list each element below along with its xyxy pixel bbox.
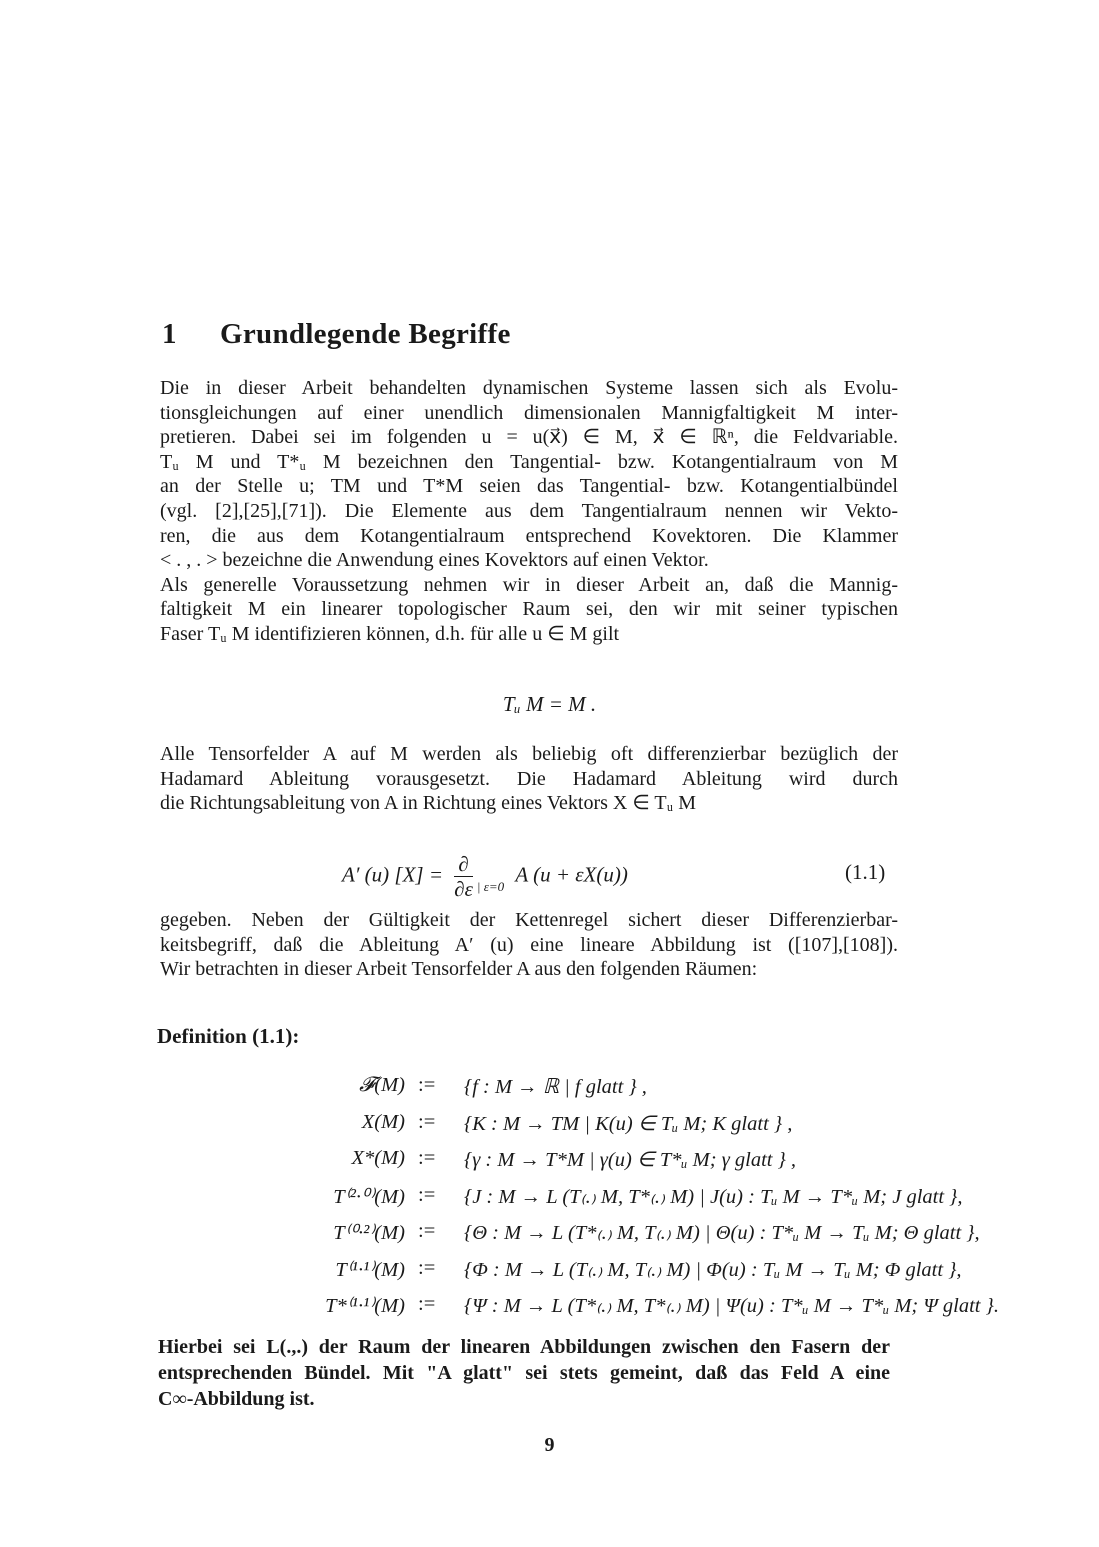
page-number: 9: [544, 1434, 555, 1456]
text-line: tionsgleichungen auf einer unendlich dimensionalen Mannigfaltigkeit M inter-: [160, 401, 898, 424]
closing-paragraph: [158, 1334, 890, 1412]
assign-symbol: :=: [418, 1110, 436, 1133]
definition-row: [150, 1147, 910, 1184]
definition-lhs: T*⁽¹·¹⁾(M): [325, 1295, 405, 1317]
equation-rhs: A (u + εX(u)): [515, 862, 628, 887]
equation-tangent-space: Tᵤ M = M .: [502, 692, 597, 716]
fraction-denominator: ∂ε: [454, 877, 473, 901]
text-line: < . , . > bezeichne die Anwendung eines Kovektors auf einen Vektor.: [160, 549, 709, 572]
text-line: entsprechenden Bündel. Mit "A glatt" sei stets gemeint, daß das Feld A eine: [158, 1362, 890, 1384]
equation-tag: (1.1): [845, 860, 886, 884]
text-line: C∞-Abbildung ist.: [158, 1388, 315, 1410]
text-line: faltigkeit M ein linearer topologischer Raum sei, den wir mit seiner typischen: [160, 598, 898, 621]
assign-symbol: :=: [418, 1293, 436, 1315]
text-line: keitsbegriff, daß die Ableitung A′ (u) eine lineare Abbildung ist ([107],[108]).: [160, 933, 898, 956]
definition-row: [150, 1111, 910, 1148]
definition-rhs: {γ : M → T*M | γ(u) ∈ T*ᵤ M; γ glatt } ,: [464, 1149, 797, 1171]
equation-lhs: A′ (u) [X] =: [342, 862, 444, 887]
section-title: Grundlegende Begriffe: [220, 318, 511, 350]
partial-fraction: [454, 852, 473, 901]
text-line: Hadamard Ableitung vorausgesetzt. Die Hadamard Ableitung wird durch: [160, 767, 898, 790]
definition-lhs: X(M): [361, 1110, 405, 1133]
definition-row: [150, 1074, 910, 1111]
after-equation-paragraph: [160, 908, 898, 982]
definition-lhs: T⁽²·⁰⁾(M): [333, 1185, 405, 1208]
definition-row: [150, 1183, 963, 1221]
definition-lhs: T⁽¹·¹⁾(M): [335, 1258, 405, 1281]
text-line: Wir betrachten in dieser Arbeit Tensorfelder A aus den folgenden Räumen:: [160, 958, 758, 981]
text-line: Alle Tensorfelder A auf M werden als beliebig oft differenzierbar bezüglich der: [160, 743, 898, 765]
text-line: Faser Tᵤ M identifizieren können, d.h. für alle u ∈ M gilt: [160, 622, 620, 645]
equation-1-1: [0, 838, 1099, 901]
definition-list: [150, 1074, 999, 1330]
assign-symbol: :=: [418, 1147, 436, 1169]
definition-rhs: {K : M → TM | K(u) ∈ Tᵤ M; K glatt } ,: [464, 1112, 793, 1135]
text-line: ren, die aus dem Kotangentialraum entsprechend Kovektoren. Die Klammer: [160, 524, 898, 547]
definition-rhs: {Φ : M → L (T₍.₎ M, T₍.₎ M) | Φ(u) : Tᵤ M → Tᵤ M; Φ glatt },: [464, 1258, 962, 1281]
text-line: Als generelle Voraussetzung nehmen wir in dieser Arbeit an, daß die Mannig-: [160, 573, 898, 596]
definition-row: [150, 1293, 999, 1330]
text-line: an der Stelle u; TM und T*M seien das Tangential- bzw. Kotangentialbündel: [160, 475, 898, 498]
definition-rhs: {Ψ : M → L (T*₍.₎ M, T*₍.₎ M) | Ψ(u) : T*ᵤ M → T*ᵤ M; Ψ glatt }.: [464, 1295, 999, 1317]
definition-lhs: T⁽⁰·²⁾(M): [333, 1222, 405, 1244]
definition-lhs: 𝓕(M): [359, 1074, 405, 1096]
text-line: gegeben. Neben der Gültigkeit der Kettenregel sichert dieser Differenzierbar-: [160, 909, 898, 931]
assign-symbol: :=: [418, 1256, 436, 1279]
evaluation-subscript: | ε=0: [476, 879, 505, 895]
definition-rhs: {Θ : M → L (T*₍.₎ M, T₍.₎ M) | Θ(u) : T*ᵤ M → Tᵤ M; Θ glatt },: [464, 1222, 980, 1244]
text-line: Tᵤ M und T*ᵤ M bezeichnen den Tangential- bzw. Kotangentialraum von M: [160, 450, 898, 473]
definition-title: Definition (1.1):: [157, 1024, 300, 1048]
text-line: (vgl. [2],[25],[71]). Die Elemente aus dem Tangentialraum nennen wir Vekto-: [160, 499, 898, 522]
definition-lhs: X*(M): [351, 1147, 405, 1169]
definition-row: [150, 1256, 962, 1294]
text-line: Hierbei sei L(.,.) der Raum der linearen Abbildungen zwischen den Fasern der: [158, 1336, 890, 1358]
text-line: die Richtungsableitung von A in Richtung eines Vektors X ∈ Tᵤ M: [160, 792, 696, 815]
text-line: Die in dieser Arbeit behandelten dynamischen Systeme lassen sich als Evolu-: [160, 377, 898, 399]
assign-symbol: :=: [418, 1220, 436, 1242]
definition-row: [150, 1220, 980, 1257]
intro-paragraph: [160, 376, 898, 647]
definition-rhs: {f : M → ℝ | f glatt } ,: [464, 1076, 647, 1098]
text-line: pretieren. Dabei sei im folgenden u = u(x⃗) ∈ M, x⃗ ∈ ℝⁿ, die Feldvariable.: [160, 426, 898, 449]
definition-rhs: {J : M → L (T₍.₎ M, T*₍.₎ M) | J(u) : Tᵤ M → T*ᵤ M; J glatt },: [464, 1185, 963, 1208]
assign-symbol: :=: [418, 1074, 436, 1096]
assign-symbol: :=: [418, 1183, 436, 1206]
hadamard-paragraph: [160, 742, 898, 816]
section-heading: [162, 318, 511, 351]
section-number: 1: [162, 318, 177, 350]
fraction-numerator: ∂: [454, 852, 473, 877]
